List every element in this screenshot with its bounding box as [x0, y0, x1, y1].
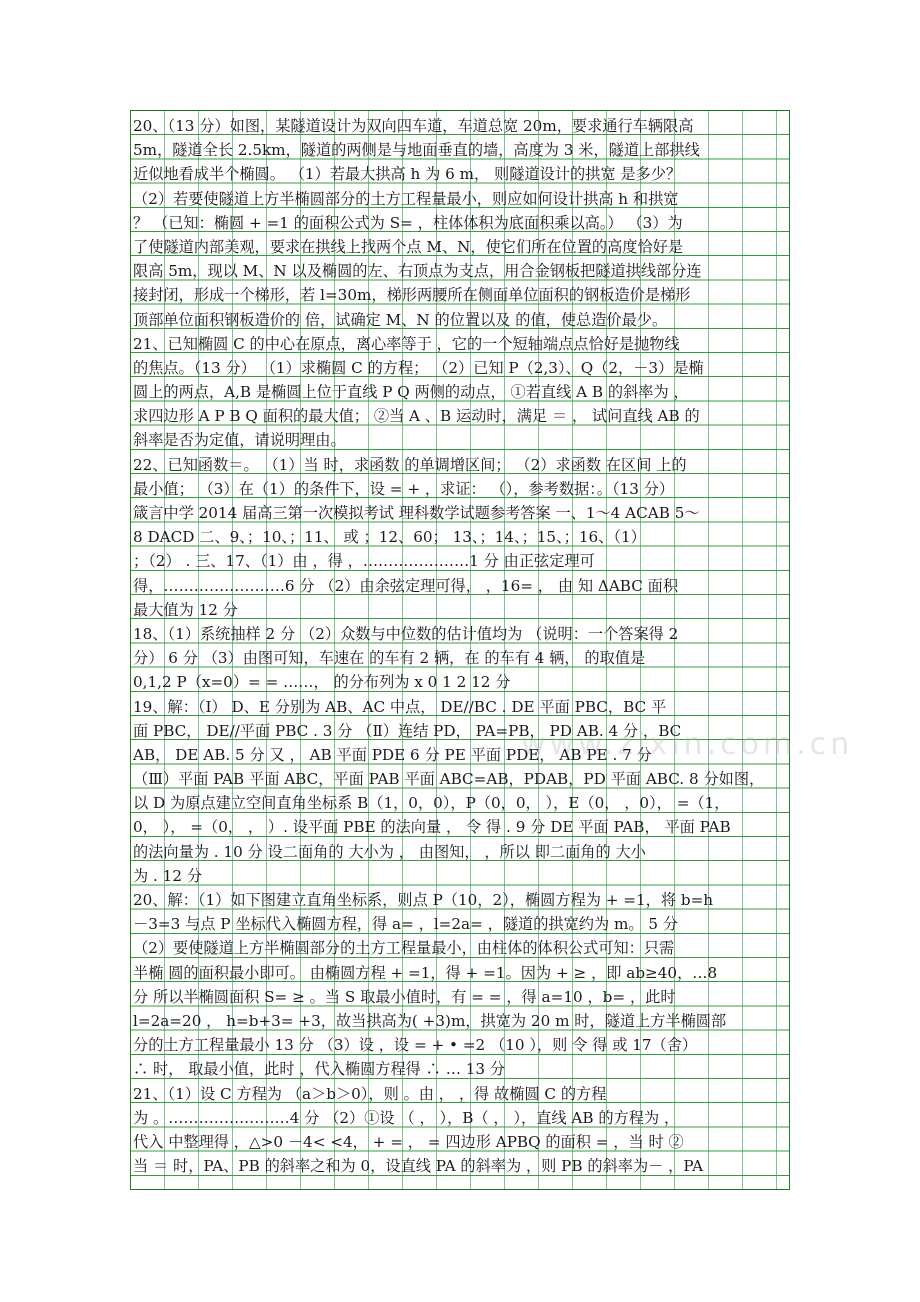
text-line: AB， DE AB. 5 分 又 ， AB 平面 PDE 6 分 PE 平面 PDE， AB PE . 7 分: [133, 745, 652, 764]
text-line: ∴ 时， 取最小值，此时 ，代入椭圆方程得 ∴ … 13 分: [133, 1060, 506, 1079]
text-line: 分 所以半椭圆面积 S= ≥ 。当 S 取最小值时，有 = = ，得 a=10 ，b= ，此时: [133, 987, 676, 1006]
text-line: 分） 6 分 （3）由图可知，车速在 的车有 2 辆，在 的车有 4 辆， 的取值是: [133, 649, 646, 668]
text-line: 圆上的两点，A,B 是椭圆上位于直线 P Q 两侧的动点， ①若直线 A B 的斜率为 ，: [133, 383, 689, 402]
text-line: （2）若要使隧道上方半椭圆部分的土方工程量最小，则应如何设计拱高 h 和拱宽: [133, 189, 679, 208]
text-line: 0,1,2 P（x=0）= = ……， 的分布列为 x 0 1 2 12 分: [133, 673, 511, 692]
text-line: ？ （已知：椭圆 + =1 的面积公式为 S= ，柱体体积为底面积乘以高。） （3）为: [133, 213, 683, 232]
text-line: 求四边形 A P B Q 面积的最大值； ②当 A 、B 运动时，满足 ＝ ， 试问直线 AB 的: [133, 407, 700, 426]
text-line: 最小值； （3）在（1）的条件下，设 = + ，求证： （），参考数据：。（13 分）: [133, 479, 675, 498]
text-line: 的焦点。（13 分） （1）求椭圆 C 的方程； （2）已知 P（2,3）、Q（2，－3）是椭: [133, 358, 704, 377]
text-line: l=2a=20 ， h=b+3= +3，故当拱高为( +3)m，拱宽为 20 m 时，隧道上方半椭圆部: [133, 1011, 727, 1030]
text-line: 箴言中学 2014 届高三第一次模拟考试 理科数学试题参考答案 一、1～4 ACAB 5～: [133, 504, 700, 522]
text-line: 18、（1）系统抽样 2 分 （2）众数与中位数的估计值均为 （说明：一个答案得 2: [133, 624, 679, 643]
text-line: 分的土方工程量最小 13 分 （3）设 ，设 = + • =2 （10 ），则 令 得 或 17（舍）: [133, 1036, 698, 1055]
text-line: 为 . 12 分: [133, 866, 203, 885]
text-line: 5m，隧道全长 2.5km，隧道的两侧是与地面垂直的墙，高度为 3 米，隧道上部拱线: [133, 141, 700, 160]
text-line: 顶部单位面积钢板造价的 倍，试确定 M、N 的位置以及 的值，使总造价最少。: [133, 310, 668, 329]
watermark: www.zixin.com.cn: [521, 727, 854, 762]
text-line: 8 DACD 二、9、；10、；11、 或 ；12、60； 13、；14、；15、；16、（1）: [133, 528, 646, 547]
text-line: 22、已知函数＝。 （1）当 时，求函数 的单调增区间； （2）求函数 在区间 上的: [133, 455, 687, 474]
text-line: 0， ）， =（0， ， ）. 设平面 PBE 的法向量 ， 令 得 . 9 分 DE 平面 PAB， 平面 PAB: [133, 818, 731, 837]
text-line: －3=3 与点 P 坐标代入椭圆方程，得 a= ，l=2a= ，隧道的拱宽约为 m。 5 分: [133, 915, 679, 934]
text-line: 20、（13 分）如图，某隧道设计为双向四车道，车道总宽 20m，要求通行车辆限高: [133, 117, 694, 135]
text-line: 半椭 圆的面积最小即可。 由椭圆方程 + =1，得 + =1。因为 + ≥ ，即 ab≥40，…8: [133, 963, 718, 982]
text-line: 最大值为 12 分: [133, 600, 238, 619]
text-line: 代入 中整理得 ，△>0 －4< <4， + = ， = 四边形 APBQ 的面积 = ，当 时 ②: [133, 1132, 684, 1151]
text-line: （2）要使隧道上方半椭圆部分的土方工程量最小，由柱体的体积公式可知：只需: [133, 939, 675, 958]
text-line: 21、已知椭圆 C 的中心在原点，离心率等于 ，它的一个短轴端点点恰好是抛物线: [133, 334, 680, 353]
text-line: 斜率是否为定值，请说明理由。: [133, 431, 346, 450]
text-line: 了使隧道内部美观，要求在拱线上找两个点 M、N，使它们所在位置的高度恰好是: [133, 237, 684, 256]
text-line: 的法向量为 . 10 分 设二面角的 大小为 ， 由图知， ，所以 即二面角的 大小: [133, 842, 646, 861]
text-line: 接封闭，形成一个梯形，若 l=30m，梯形两腰所在侧面单位面积的钢板造价是梯形: [133, 286, 691, 305]
text-line: （Ⅲ）平面 PAB 平面 ABC，平面 PAB 平面 ABC=AB，PDAB，PD 平面 ABC. 8 分如图，: [133, 770, 765, 789]
text-line: 面 PBC， DE//平面 PBC . 3 分 （Ⅱ）连结 PD， PA=PB， PD AB. 4 分 ，BC: [133, 721, 682, 740]
text-line: 为 。……………………4 分 （2）①设 （ ， ），B（ ， ），直线 AB 的方程为 ，: [133, 1108, 680, 1127]
text-line: 20、解：（1）如下图建立直角坐标系，则点 P（10，2），椭圆方程为 + =1，将 b=h: [133, 891, 714, 909]
text-line: 21、（1）设 C 方程为 （a＞b＞0），则 。由 ， ，得 故椭圆 C 的方程: [133, 1084, 607, 1103]
document-text: [133, 114, 787, 1178]
text-line: 得，……………………6 分 （2）由余弦定理可得， ，16= ， 由 知 ΔABC 面积: [133, 576, 679, 595]
text-line: 以 D 为原点建立空间直角坐标系 B（1，0，0），P（0，0， ），E（0， ，0）， =（1，: [133, 794, 730, 813]
text-line: 限高 5m，现以 M、N 以及椭圆的左、右顶点为支点，用合金钢板把隧道拱线部分连: [133, 262, 702, 281]
text-line: 当 ＝ 时，PA、PB 的斜率之和为 0，设直线 PA 的斜率为 ，则 PB 的斜率为－ ，PA: [133, 1157, 704, 1176]
text-line: 19、解：（Ⅰ） D、E 分别为 AB、AC 中点， DE//BC . DE 平面 PBC，BC 平: [133, 697, 667, 716]
text-line: ；（2） . 三、17、（1）由 ，得 ，…………………1 分 由正弦定理可: [133, 552, 595, 571]
text-line: 近似地看成半个椭圆。 （1）若最大拱高 h 为 6 m， 则隧道设计的拱宽 是多少？: [133, 165, 682, 184]
document-page: [130, 110, 854, 1190]
